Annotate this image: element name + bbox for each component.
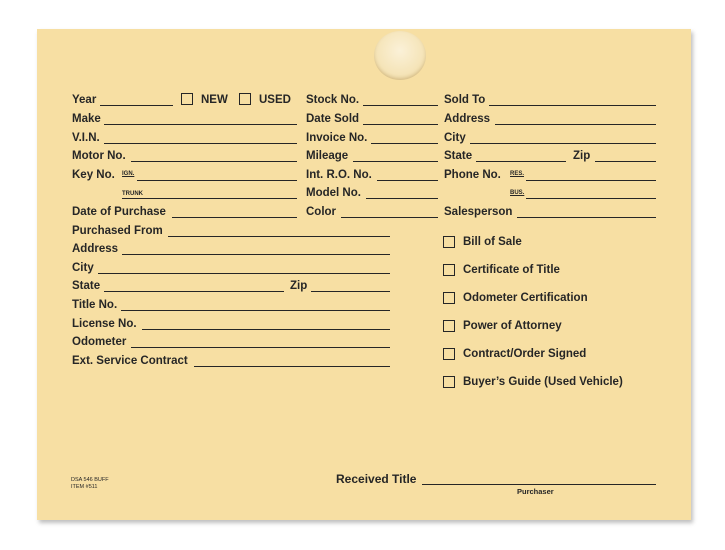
int-ro-label: Int. R.O. No. — [306, 169, 372, 181]
purchaser-label: Purchaser — [517, 487, 554, 496]
vin-field[interactable] — [104, 143, 297, 144]
phone-res-field[interactable] — [526, 180, 656, 181]
key-label: Key No. — [72, 169, 115, 181]
certificate-of-title-checkbox[interactable] — [443, 264, 455, 276]
trunk-label: TRUNK — [122, 191, 143, 197]
used-checkbox[interactable] — [239, 93, 251, 105]
motor-label: Motor No. — [72, 150, 126, 162]
received-title-label: Received Title — [336, 472, 417, 486]
buyer-zip-field[interactable] — [595, 161, 656, 162]
color-field[interactable] — [341, 217, 438, 218]
power-of-attorney-checkbox[interactable] — [443, 320, 455, 332]
vin-label: V.I.N. — [72, 132, 100, 144]
title-no-field[interactable] — [121, 310, 390, 311]
item-number: ITEM #511 — [71, 484, 98, 490]
ign-label: IGN. — [122, 171, 135, 177]
mileage-field[interactable] — [353, 161, 438, 162]
zip-label: Zip — [290, 280, 308, 292]
ext-service-field[interactable] — [194, 366, 390, 367]
title-no-label: Title No. — [72, 299, 118, 311]
motor-field[interactable] — [131, 161, 297, 162]
salesperson-label: Salesperson — [444, 206, 513, 218]
res-label: RES. — [510, 171, 525, 177]
color-label: Color — [306, 206, 337, 218]
date-purchase-label: Date of Purchase — [72, 206, 166, 218]
phone-bus-field[interactable] — [526, 198, 656, 199]
year-field[interactable] — [100, 105, 173, 106]
key-trunk-field[interactable] — [122, 198, 297, 199]
city-label: City — [72, 262, 94, 274]
buyer-state-label: State — [444, 150, 473, 162]
stock-label: Stock No. — [306, 94, 360, 106]
buyers-guide-label: Buyer’s Guide (Used Vehicle) — [463, 376, 623, 388]
bill-of-sale-label: Bill of Sale — [463, 236, 522, 248]
model-field[interactable] — [366, 198, 438, 199]
address-field[interactable] — [122, 254, 390, 255]
form-code: DSA 546 BUFF — [71, 477, 109, 483]
buyer-zip-label: Zip — [573, 150, 591, 162]
received-title-signature-line[interactable] — [422, 484, 656, 485]
city-field[interactable] — [98, 273, 390, 274]
invoice-field[interactable] — [371, 143, 438, 144]
int-ro-field[interactable] — [377, 180, 438, 181]
invoice-label: Invoice No. — [306, 132, 368, 144]
bus-label: BUS. — [510, 190, 525, 196]
buyer-state-field[interactable] — [476, 161, 566, 162]
mileage-label: Mileage — [306, 150, 349, 162]
date-sold-label: Date Sold — [306, 113, 360, 125]
buyer-address-field[interactable] — [495, 124, 656, 125]
thumb-notch — [374, 31, 426, 80]
license-field[interactable] — [142, 329, 390, 330]
ext-service-label: Ext. Service Contract — [72, 355, 188, 367]
license-label: License No. — [72, 318, 137, 330]
purchased-from-label: Purchased From — [72, 225, 163, 237]
address-label: Address — [72, 243, 119, 255]
power-of-attorney-label: Power of Attorney — [463, 320, 562, 332]
purchased-from-field[interactable] — [168, 236, 390, 237]
buyer-address-label: Address — [444, 113, 491, 125]
buyers-guide-checkbox[interactable] — [443, 376, 455, 388]
buyer-city-label: City — [444, 132, 466, 144]
contract-signed-checkbox[interactable] — [443, 348, 455, 360]
key-ign-field[interactable] — [137, 180, 297, 181]
year-label: Year — [72, 94, 97, 106]
salesperson-field[interactable] — [517, 217, 656, 218]
bill-of-sale-checkbox[interactable] — [443, 236, 455, 248]
new-label: NEW — [201, 94, 228, 106]
make-label: Make — [72, 113, 101, 125]
new-checkbox[interactable] — [181, 93, 193, 105]
used-label: USED — [259, 94, 291, 106]
phone-label: Phone No. — [444, 169, 501, 181]
buyer-city-field[interactable] — [470, 143, 656, 144]
stock-field[interactable] — [363, 105, 438, 106]
contract-signed-label: Contract/Order Signed — [463, 348, 587, 360]
sold-to-label: Sold To — [444, 94, 486, 106]
odometer-field[interactable] — [131, 347, 390, 348]
odometer-certification-checkbox[interactable] — [443, 292, 455, 304]
state-field[interactable] — [104, 291, 284, 292]
odometer-certification-label: Odometer Certification — [463, 292, 588, 304]
deal-envelope — [37, 29, 691, 520]
model-label: Model No. — [306, 187, 361, 199]
sold-to-field[interactable] — [489, 105, 656, 106]
state-label: State — [72, 280, 101, 292]
zip-field[interactable] — [311, 291, 390, 292]
date-purchase-field[interactable] — [172, 217, 297, 218]
odometer-label: Odometer — [72, 336, 127, 348]
certificate-of-title-label: Certificate of Title — [463, 264, 560, 276]
date-sold-field[interactable] — [363, 124, 438, 125]
make-field[interactable] — [104, 124, 297, 125]
